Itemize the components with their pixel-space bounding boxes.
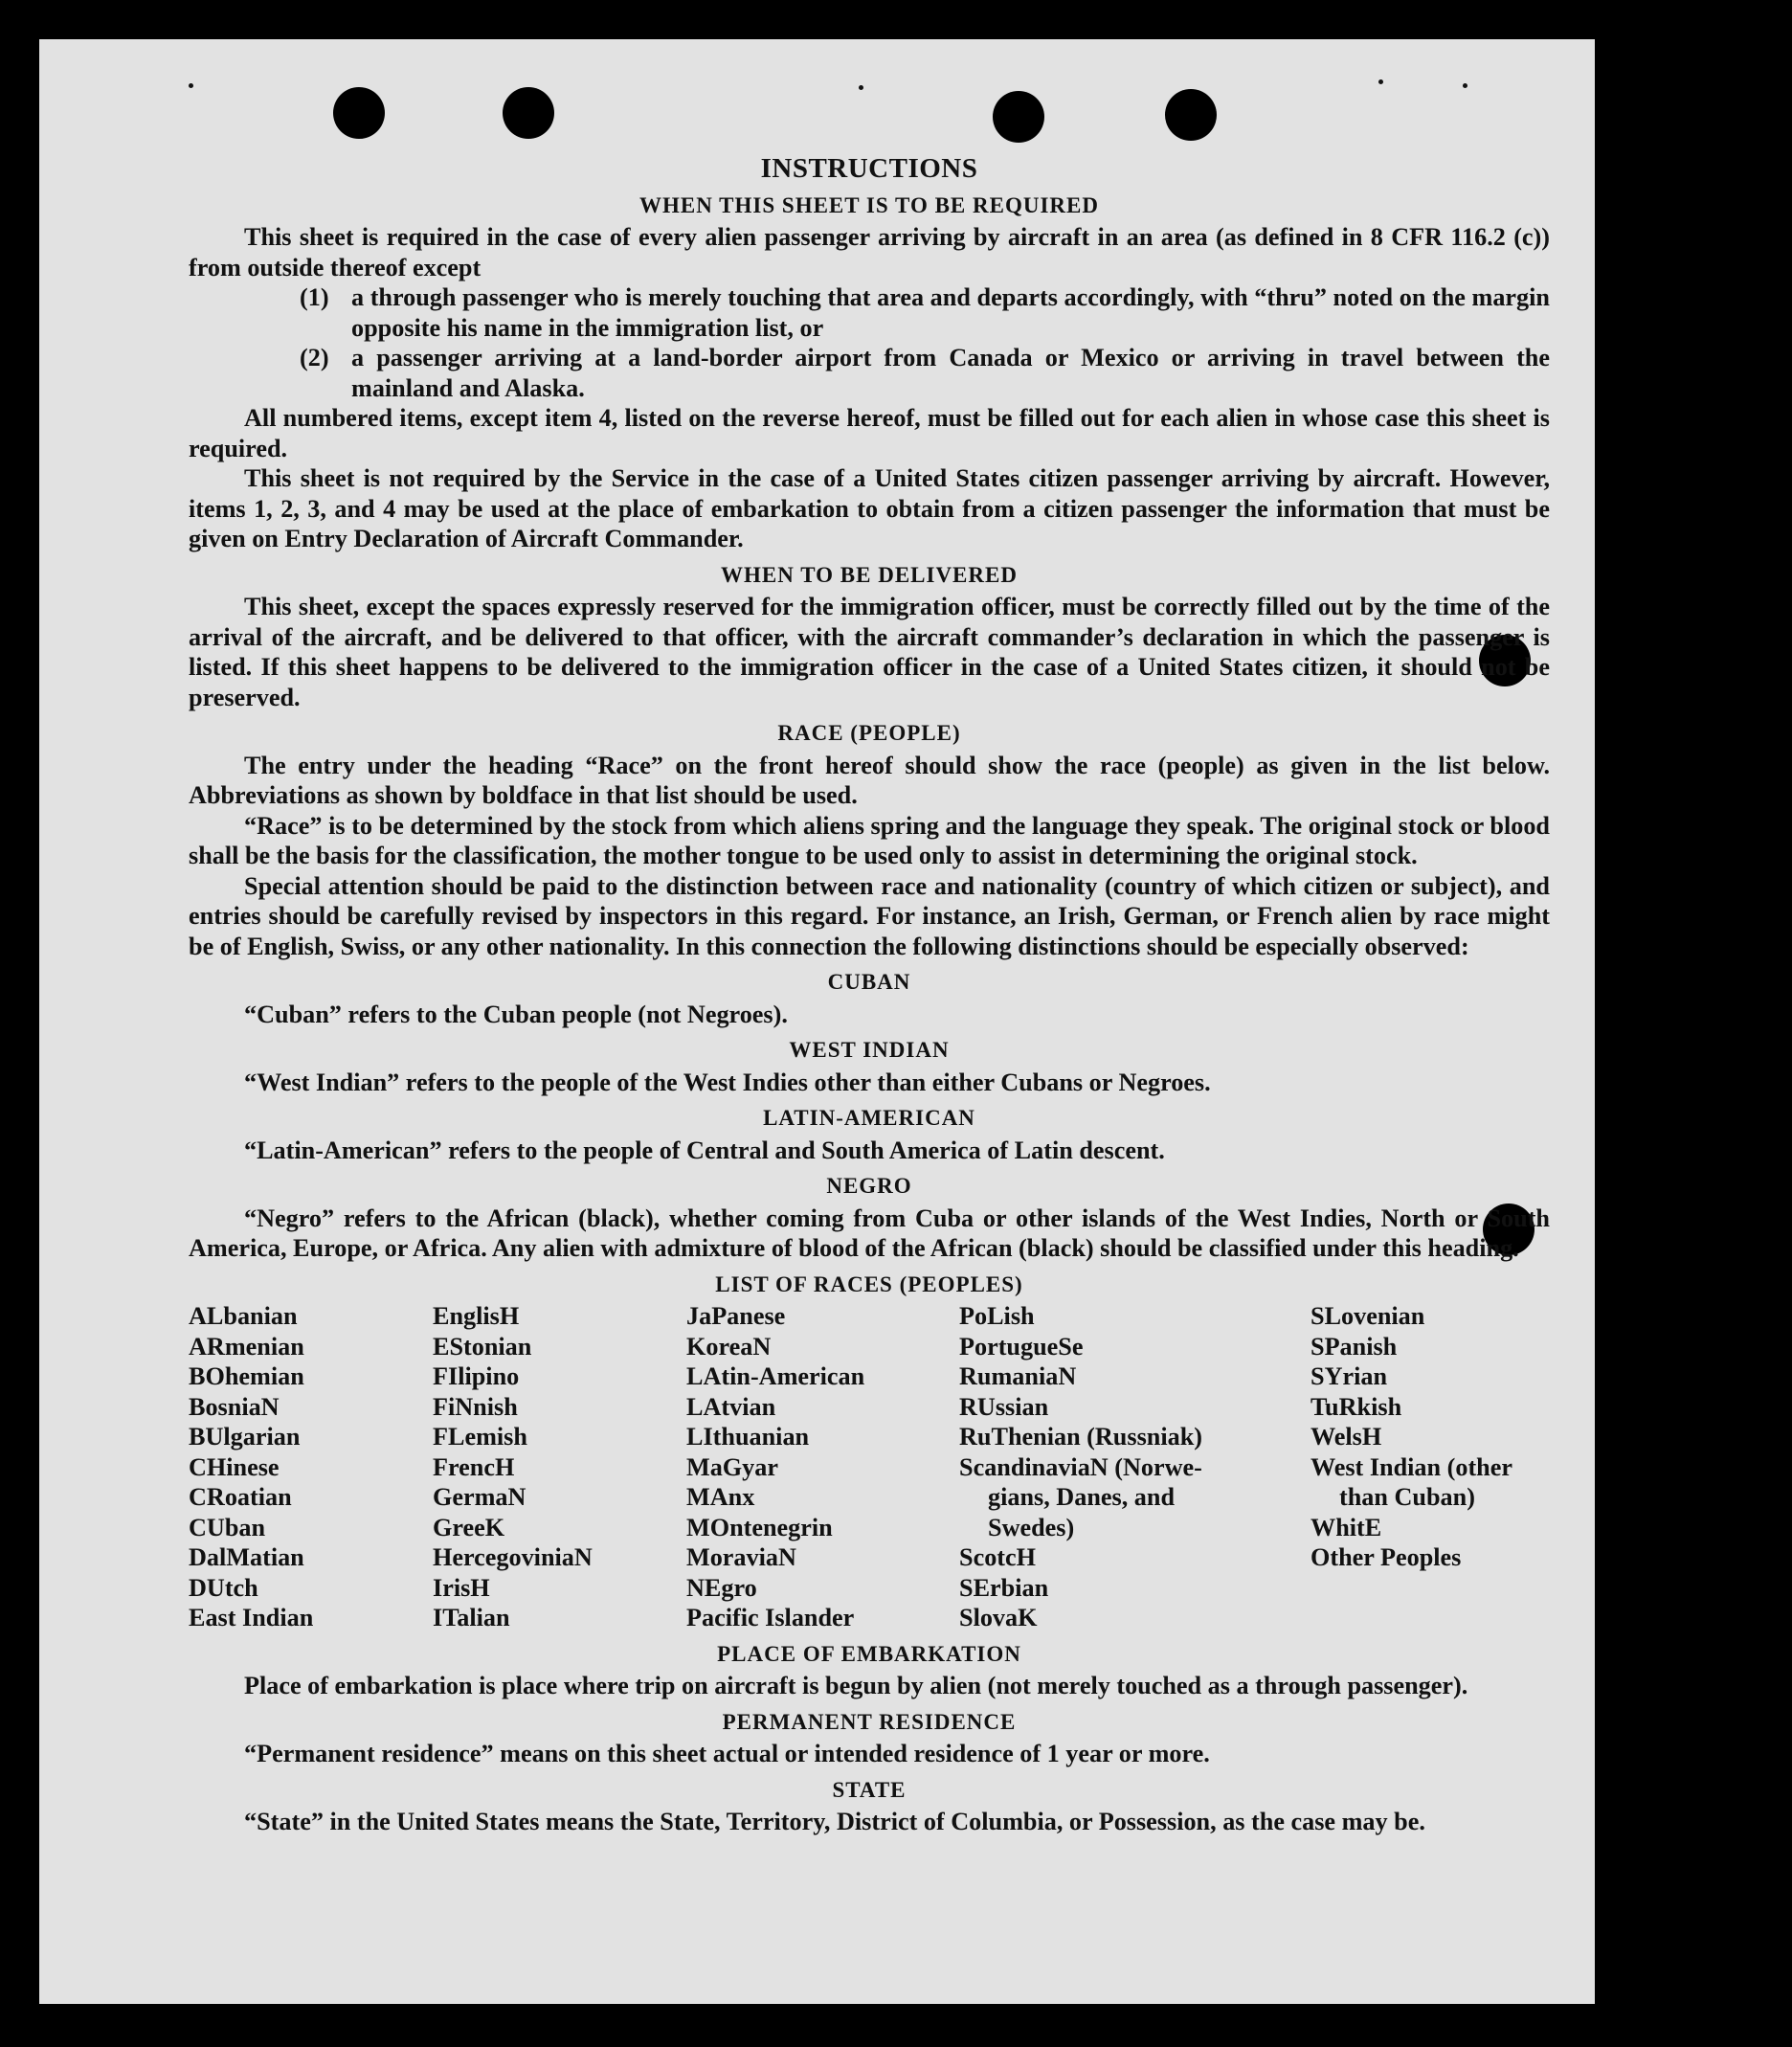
paragraph: All numbered items, except item 4, listed on the reverse hereof, must be filled out for each alien in whose case this sheet is required.	[189, 404, 1550, 462]
race-entry: gians, Danes, and	[988, 1483, 1176, 1511]
punch-hole	[503, 87, 554, 139]
race-entry: GreeK	[433, 1513, 505, 1541]
race-entry: NEgro	[686, 1573, 757, 1602]
race-entry: PortugueSe	[959, 1332, 1084, 1361]
punch-hole	[993, 91, 1044, 143]
punch-hole	[333, 87, 385, 139]
race-entry: HercegoviniaN	[433, 1543, 593, 1571]
race-entry: MoraviaN	[686, 1543, 796, 1571]
paragraph: Place of embarkation is place where trip on aircraft is begun by alien (not merely touched as a through passenger).	[244, 1672, 1468, 1699]
item-number: (2)	[300, 344, 329, 371]
paragraph: “Cuban” refers to the Cuban people (not Negroes).	[244, 1000, 788, 1028]
race-entry: BOhemian	[189, 1362, 304, 1390]
section-heading: WHEN TO BE DELIVERED	[721, 562, 1018, 587]
race-entry: WelsH	[1310, 1423, 1382, 1451]
race-entry: SErbian	[959, 1573, 1049, 1602]
section-heading: PERMANENT RESIDENCE	[722, 1709, 1017, 1734]
document-page	[39, 39, 1595, 2004]
race-entry: West Indian (other	[1310, 1452, 1512, 1481]
race-entry: IrisH	[433, 1573, 490, 1602]
item-text: a passenger arriving at a land-border airport from Canada or Mexico or arriving in travel between the mainland and Alaska.	[351, 344, 1550, 402]
section-heading: STATE	[832, 1777, 907, 1802]
race-entry: ARmenian	[189, 1332, 304, 1361]
race-entry: KoreaN	[686, 1332, 772, 1361]
race-entry: TuRkish	[1310, 1392, 1402, 1421]
section-heading: LIST OF RACES (PEOPLES)	[715, 1271, 1023, 1296]
race-entry: East Indian	[189, 1604, 314, 1631]
race-entry: Other Peoples	[1310, 1543, 1462, 1571]
section-heading: LATIN-AMERICAN	[763, 1106, 975, 1130]
section-heading: WEST INDIAN	[789, 1038, 950, 1062]
race-entry: FIlipino	[433, 1362, 520, 1390]
section-heading: WHEN THIS SHEET IS TO BE REQUIRED	[639, 192, 1099, 217]
section-heading: NEGRO	[826, 1174, 912, 1198]
race-entry: LAtvian	[686, 1392, 776, 1421]
race-entry: EStonian	[433, 1332, 532, 1361]
race-entry: SYrian	[1310, 1362, 1388, 1390]
race-entry: LIthuanian	[686, 1423, 810, 1451]
race-entry: JaPanese	[686, 1302, 786, 1330]
speck	[1378, 79, 1383, 84]
race-entry: SlovaK	[959, 1604, 1038, 1631]
race-entry: SPanish	[1310, 1332, 1398, 1361]
race-entry: ITalian	[433, 1604, 510, 1631]
race-entry: LAtin-American	[686, 1362, 865, 1390]
races-column	[1310, 1301, 1550, 1633]
races-list	[189, 1301, 1550, 1633]
list-item	[189, 282, 1550, 343]
section-heading: RACE (PEOPLE)	[777, 721, 961, 745]
paragraph: This sheet, except the spaces expressly reserved for the immigration officer, must be correctly filled out by the time of the arrival of the aircraft, and be delivered to that officer, with the aircraft commander’s declaration in which the passenger is listed. If this sheet happens to be delivered to the immigration officer in the case of a United States citizen, it should not be preserved.	[189, 593, 1550, 711]
punch-hole	[1165, 89, 1217, 141]
paragraph: “Permanent residence” means on this sheet actual or intended residence of 1 year or more.	[244, 1740, 1210, 1767]
race-entry: RumaniaN	[959, 1362, 1077, 1390]
speck	[1463, 83, 1467, 88]
race-entry: MAnx	[686, 1483, 755, 1511]
race-entry: DUtch	[189, 1573, 258, 1602]
section-heading: PLACE OF EMBARKATION	[717, 1641, 1021, 1666]
race-entry: MOntenegrin	[686, 1513, 833, 1541]
race-entry: DalMatian	[189, 1543, 304, 1571]
races-column	[686, 1301, 959, 1633]
paragraph: The entry under the heading “Race” on the front hereof should show the race (people) as given in the list below. Abbreviations as shown by boldface in that list should be used.	[189, 751, 1550, 809]
race-entry: than Cuban)	[1339, 1483, 1475, 1511]
race-entry: BosniaN	[189, 1392, 280, 1421]
instructions-content	[189, 152, 1550, 1837]
race-entry: CRoatian	[189, 1483, 292, 1511]
race-entry: BUlgarian	[189, 1423, 301, 1451]
race-entry: Swedes)	[988, 1513, 1075, 1541]
paragraph: “Latin-American” refers to the people of Central and South America of Latin descent.	[244, 1136, 1165, 1164]
race-entry: ALbanian	[189, 1302, 298, 1330]
item-number: (1)	[300, 283, 329, 311]
paragraph: Special attention should be paid to the distinction between race and nationality (country of which citizen or subject), and entries should be carefully revised by inspectors in this regard. For instance, an Irish, German, or French alien by race might be of English, Swiss, or any other nationality. In this connection the following distinctions should be especially observed:	[189, 871, 1550, 960]
race-entry: WhitE	[1310, 1513, 1382, 1541]
paragraph: This sheet is required in the case of every alien passenger arriving by aircraft in an area (as defined in 8 CFR 116.2 (c)) from outside thereof except	[189, 223, 1550, 281]
paragraph: “Race” is to be determined by the stock from which aliens spring and the language they speak. The original stock or blood shall be the basis for the classification, the mother tongue to be used only to assist in determining the original stock.	[189, 811, 1550, 869]
speck	[859, 85, 863, 90]
paragraph: This sheet is not required by the Service in the case of a United States citizen passenger arriving by aircraft. However, items 1, 2, 3, and 4 may be used at the place of embarkation to obtain from a citizen passenger the information that must be given on Entry Declaration of Aircraft Commander.	[189, 464, 1550, 552]
race-entry: RuThenian (Russniak)	[959, 1423, 1202, 1451]
paragraph: “West Indian” refers to the people of the West Indies other than either Cubans or Negroes.	[244, 1068, 1211, 1096]
race-entry: FiNnish	[433, 1392, 518, 1421]
race-entry: RUssian	[959, 1392, 1049, 1421]
section-heading: CUBAN	[827, 970, 911, 994]
race-entry: PoLish	[959, 1302, 1035, 1330]
list-item	[189, 343, 1550, 403]
races-column	[433, 1301, 686, 1633]
race-entry: CUban	[189, 1513, 266, 1541]
race-entry: Pacific Islander	[686, 1604, 855, 1631]
paragraph: “State” in the United States means the State, Territory, District of Columbia, or Possession, as the case may be.	[244, 1808, 1425, 1835]
race-entry: FrencH	[433, 1452, 515, 1481]
page-title: INSTRUCTIONS	[760, 153, 978, 184]
race-entry: SLovenian	[1310, 1302, 1425, 1330]
speck	[189, 83, 193, 88]
race-entry: EnglisH	[433, 1302, 520, 1330]
race-entry: FLemish	[433, 1423, 527, 1451]
paragraph: “Negro” refers to the African (black), whether coming from Cuba or other islands of the West Indies, North or South America, Europe, or Africa. Any alien with admixture of blood of the African (black) should be classified under this heading.	[189, 1203, 1550, 1262]
race-entry: ScandinaviaN (Norwe-	[959, 1452, 1202, 1481]
race-entry: ScotcH	[959, 1543, 1036, 1571]
race-entry: MaGyar	[686, 1452, 778, 1481]
race-entry: CHinese	[189, 1452, 280, 1481]
races-column	[189, 1301, 433, 1633]
races-column	[959, 1301, 1310, 1633]
item-text: a through passenger who is merely touching that area and departs accordingly, with “thru” noted on the margin opposite his name in the immigration list, or	[351, 283, 1550, 342]
race-entry: GermaN	[433, 1483, 526, 1511]
